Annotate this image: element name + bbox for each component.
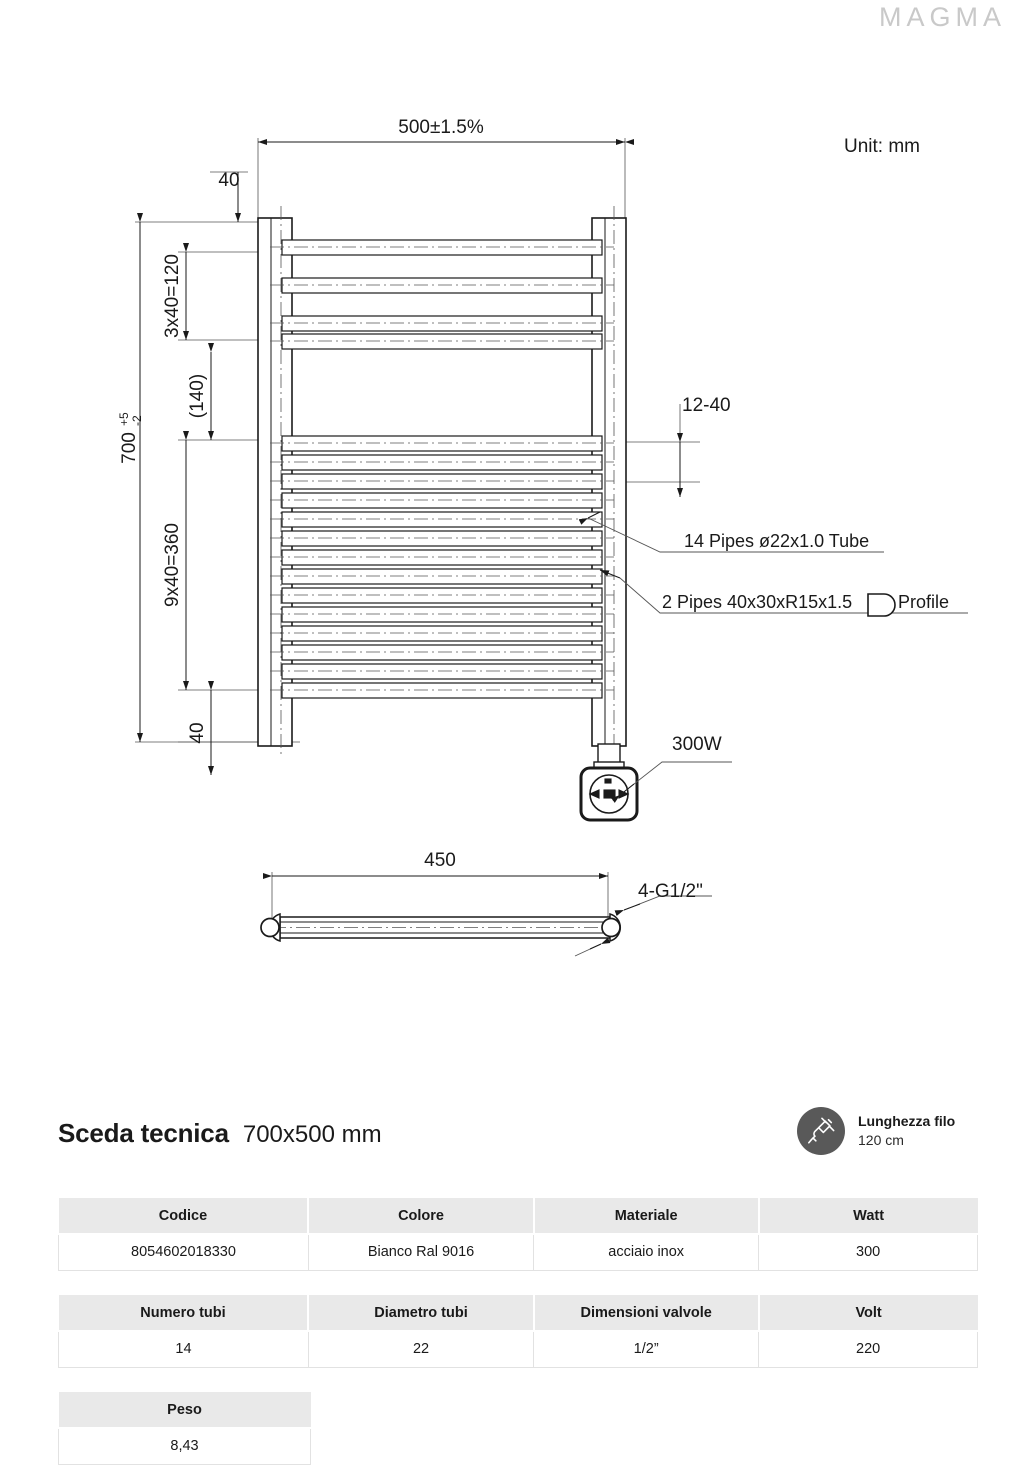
pipes-note: 14 Pipes ø22x1.0 Tube (684, 531, 870, 551)
width-dimension-label: 500±1.5% (398, 117, 484, 138)
profile-note-left: 2 Pipes 40x30xR15x1.5 (662, 592, 853, 612)
power-note: 300W (672, 734, 722, 755)
column-header: Diametro tubi (308, 1295, 533, 1331)
table-cell: 14 (59, 1331, 309, 1367)
table-cell: 220 (759, 1331, 978, 1367)
table-header-row (59, 1198, 978, 1234)
column-header: Materiale (534, 1198, 759, 1234)
profile-shape-icon (868, 594, 895, 616)
table-weight (58, 1392, 311, 1465)
table-cell: 300 (759, 1234, 978, 1270)
pitch-dimension-label: 12-40 (682, 395, 731, 416)
table-header-row (59, 1295, 978, 1331)
page-title: Sceda tecnica (58, 1118, 229, 1148)
svg-text:700: 700 (119, 432, 140, 464)
plug-icon (797, 1107, 845, 1155)
table-cell: 8,43 (59, 1428, 311, 1464)
unit-note: Unit: mm (844, 136, 920, 157)
side-width-dimension-label: 450 (424, 850, 456, 871)
connection-note: 4-G1/2" (638, 881, 703, 902)
table-cell: Bianco Ral 9016 (308, 1234, 533, 1270)
table-cell: 8054602018330 (59, 1234, 309, 1270)
table-main-specs (58, 1198, 978, 1271)
lower-group-dimension-label: 9x40=360 (162, 523, 183, 607)
magma-logo: MAGMA (878, 2, 1006, 32)
profile-note-right: Profile (898, 592, 950, 612)
cable-length-badge (797, 1107, 955, 1155)
column-header: Volt (759, 1295, 978, 1331)
height-tolerance-upper: +5 (117, 412, 131, 426)
column-header: Colore (308, 1198, 533, 1234)
bottom-gap-dimension-label: 40 (187, 722, 208, 744)
table-cell: 22 (308, 1331, 533, 1367)
badge-value: 120 cm (858, 1132, 904, 1148)
column-header: Dimensioni valvole (534, 1295, 759, 1331)
table-cell: acciaio inox (534, 1234, 759, 1270)
table-row (59, 1428, 311, 1464)
middle-gap-dimension-label: (140) (187, 373, 208, 419)
column-header: Peso (59, 1392, 311, 1428)
badge-title: Lunghezza filo (858, 1113, 956, 1130)
height-dimension-label (117, 412, 144, 464)
product-size: 700x500 mm (242, 1121, 382, 1148)
column-header: Watt (759, 1198, 978, 1234)
table-tube-specs (58, 1295, 978, 1368)
table-row (59, 1331, 978, 1367)
height-tolerance-lower: -2 (130, 415, 144, 426)
table-header-row (59, 1392, 311, 1428)
column-header: Codice (59, 1198, 309, 1234)
column-header: Numero tubi (59, 1295, 309, 1331)
table-row (59, 1234, 978, 1270)
top-gap-dimension-label: 40 (218, 170, 240, 191)
table-cell: 1/2” (534, 1331, 759, 1367)
spec-header (58, 1118, 382, 1149)
top-group-dimension-label: 3x40=120 (162, 254, 183, 338)
